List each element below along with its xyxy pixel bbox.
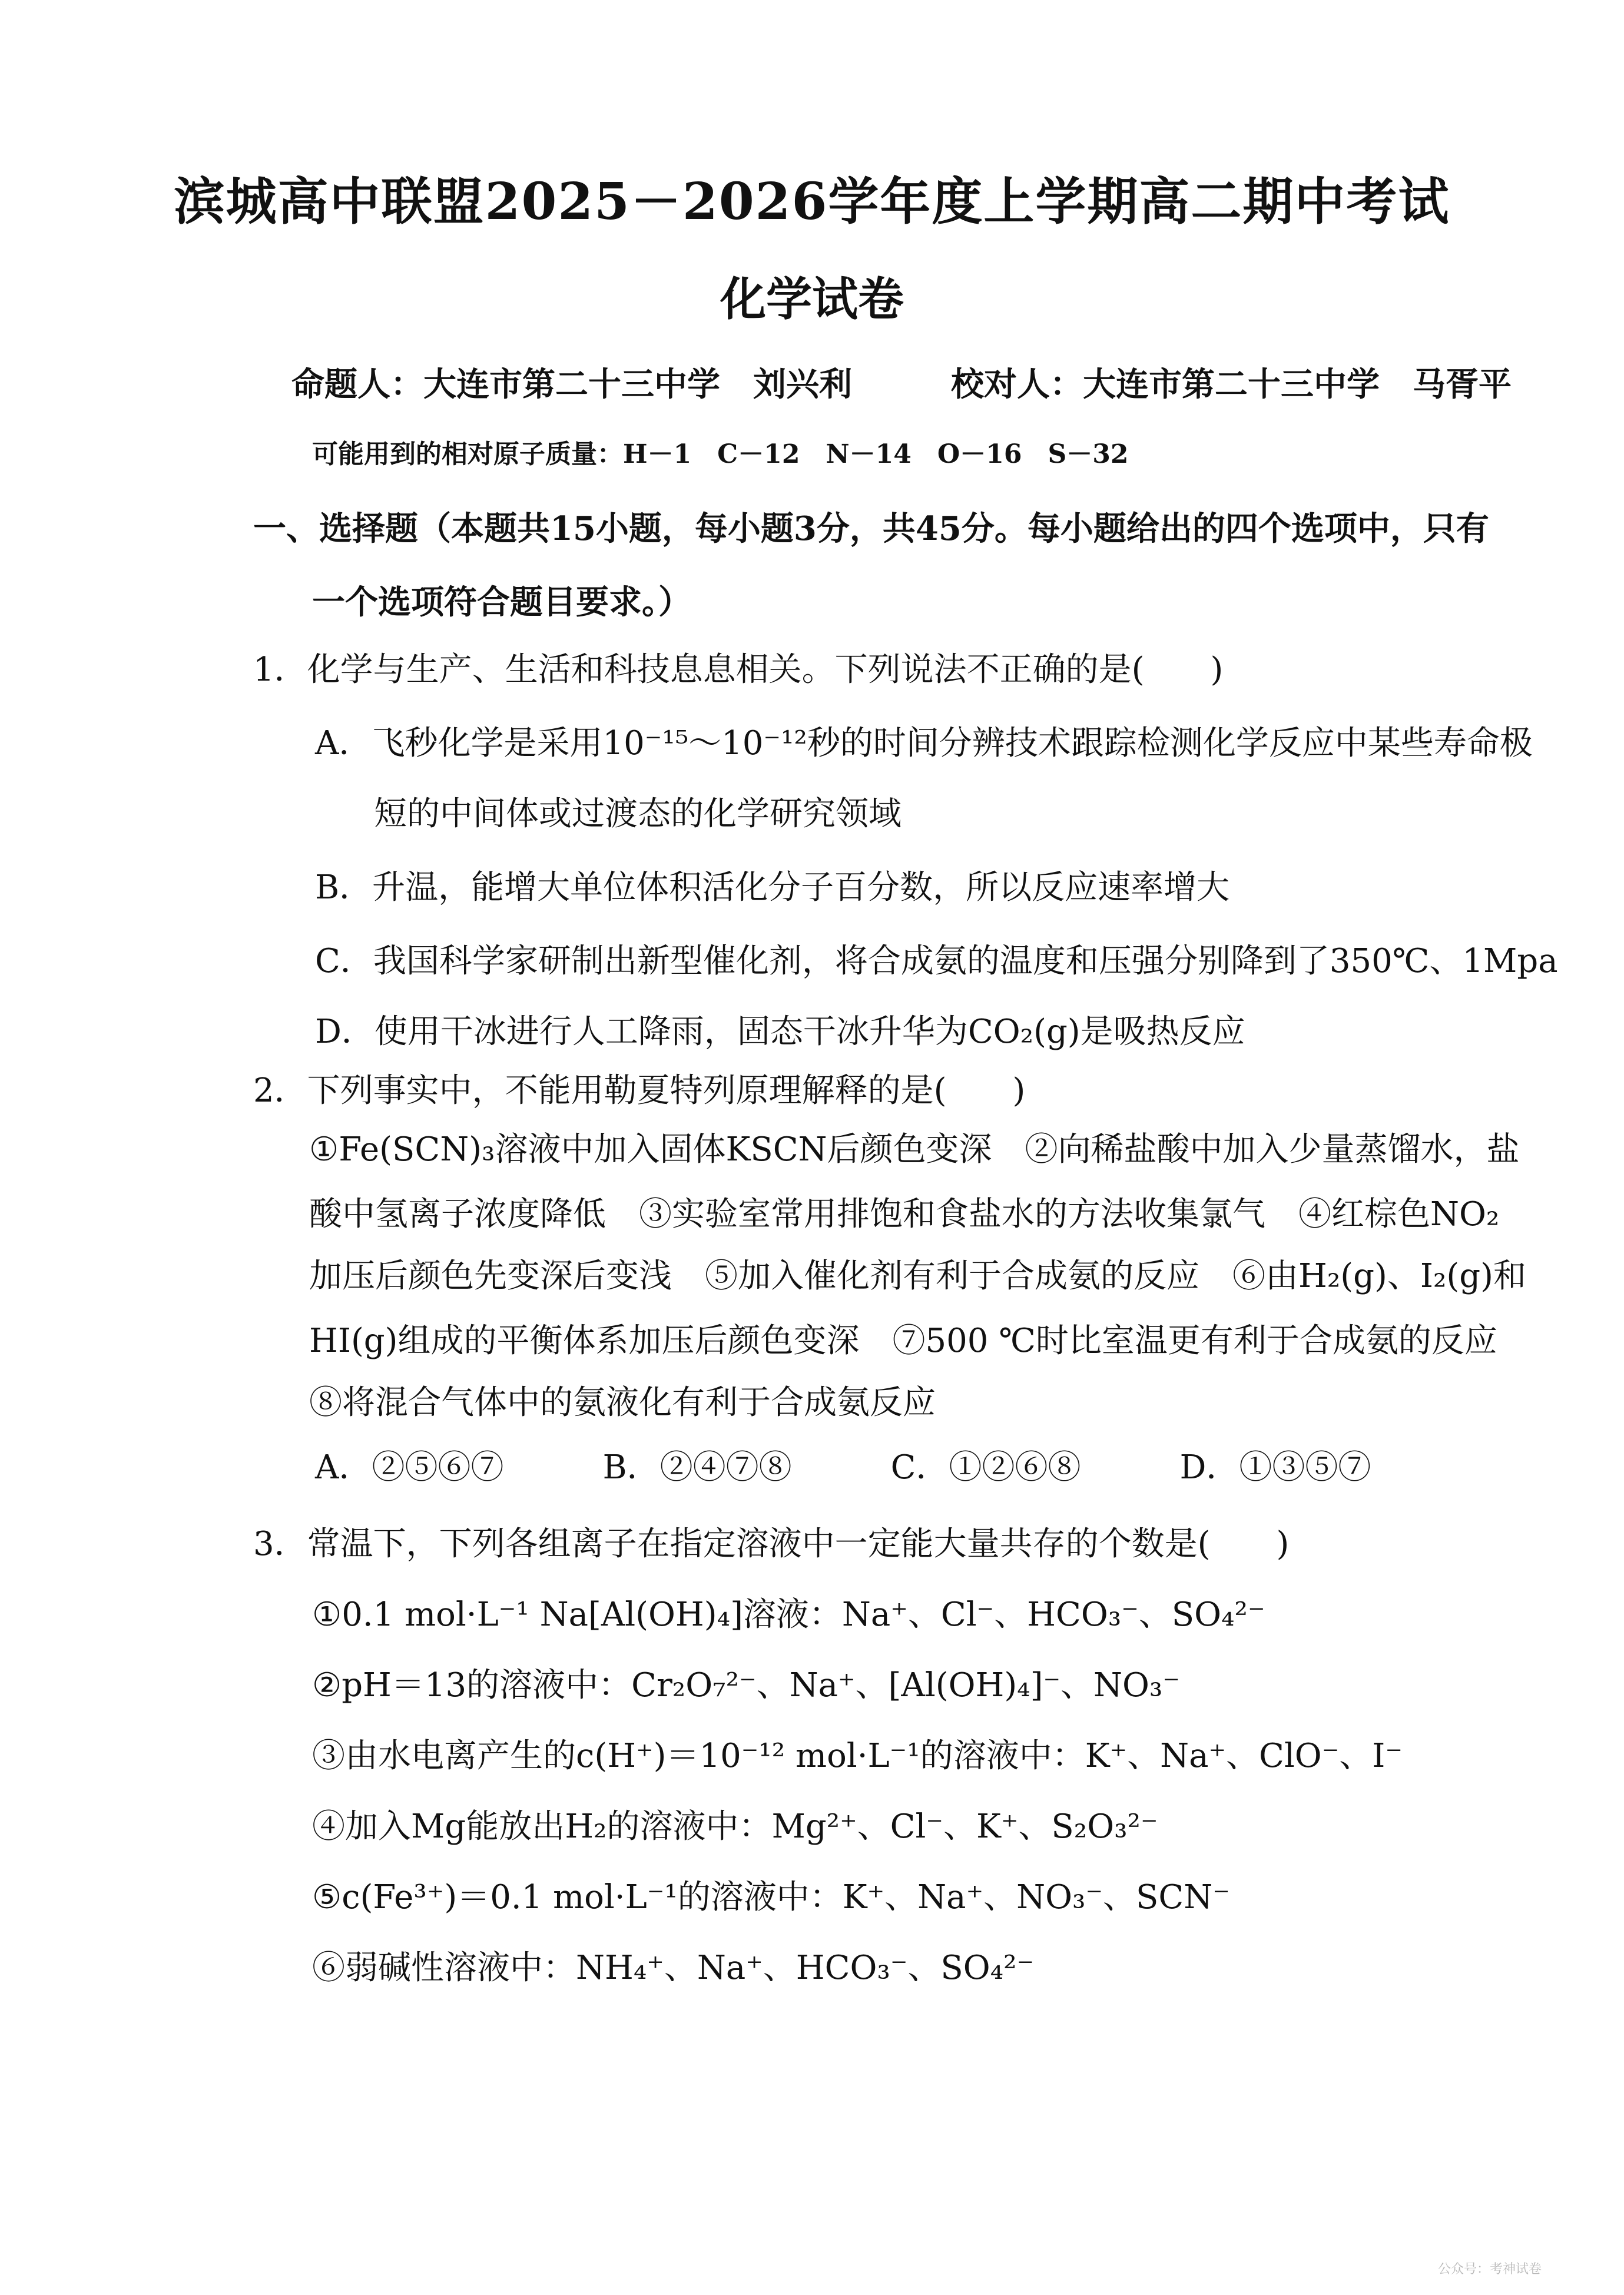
question-1-option-d: D．使用干冰进行人工降雨，固态干冰升华为CO₂(g)是吸热反应	[315, 1013, 1245, 1051]
atomic-masses: 可能用到的相对原子质量：H－1 C－12 N－14 O－16 S－32	[312, 439, 1129, 469]
question-3-item-4: ④加入Mg能放出H₂的溶液中：Mg²⁺、Cl⁻、K⁺、S₂O₃²⁻	[312, 1808, 1158, 1846]
question-1-option-a: A．飞秒化学是采用10⁻¹⁵～10⁻¹²秒的时间分辨技术跟踪检测化学反应中某些寿命极	[315, 724, 1533, 762]
question-3-item-5: ⑤c(Fe³⁺)＝0.1 mol·L⁻¹的溶液中：K⁺、Na⁺、NO₃⁻、SCN⁻	[312, 1878, 1230, 1916]
question-3-item-6: ⑥弱碱性溶液中：NH₄⁺、Na⁺、HCO₃⁻、SO₄²⁻	[312, 1949, 1035, 1987]
question-1-option-a-cont: 短的中间体或过渡态的化学研究领域	[374, 795, 902, 833]
question-1-stem: 1．化学与生产、生活和科技息息相关。下列说法不正确的是( )	[253, 651, 1224, 689]
question-2-line-4: HI(g)组成的平衡体系加压后颜色变深 ⑦500 ℃时比室温更有利于合成氨的反应	[309, 1322, 1497, 1360]
question-1-option-b: B．升温，能增大单位体积活化分子百分数，所以反应速率增大	[315, 868, 1230, 907]
question-1-option-c: C．我国科学家研制出新型催化剂，将合成氨的温度和压强分别降到了350℃、1Mpa	[315, 942, 1558, 980]
question-2-line-1: ①Fe(SCN)₃溶液中加入固体KSCN后颜色变深 ②向稀盐酸中加入少量蒸馏水，盐	[309, 1130, 1520, 1169]
question-3-item-1: ①0.1 mol·L⁻¹ Na[Al(OH)₄]溶液：Na⁺、Cl⁻、HCO₃⁻、SO₄²⁻	[312, 1596, 1265, 1634]
question-2-stem: 2．下列事实中，不能用勒夏特列原理解释的是( )	[253, 1072, 1026, 1110]
author-line: 命题人：大连市第二十三中学 刘兴利 校对人：大连市第二十三中学 马胥平	[291, 365, 1512, 404]
question-3-stem: 3．常温下，下列各组离子在指定溶液中一定能大量共存的个数是( )	[253, 1525, 1290, 1563]
exam-subtitle: 化学试卷	[720, 273, 904, 326]
question-2-line-3: 加压后颜色先变深后变浅 ⑤加入催化剂有利于合成氨的反应 ⑥由H₂(g)、I₂(g)和	[309, 1257, 1526, 1295]
question-2-line-5: ⑧将混合气体中的氨液化有利于合成氨反应	[309, 1384, 936, 1422]
question-2-line-2: 酸中氢离子浓度降低 ③实验室常用排饱和食盐水的方法收集氯气 ④红棕色NO₂	[309, 1195, 1500, 1233]
section-heading-cont: 一个选项符合题目要求。）	[312, 583, 691, 622]
question-3-item-3: ③由水电离产生的c(H⁺)＝10⁻¹² mol·L⁻¹的溶液中：K⁺、Na⁺、ClO⁻、I⁻	[312, 1737, 1403, 1775]
section-heading: 一、选择题（本题共15小题，每小题3分，共45分。每小题给出的四个选项中，只有	[253, 509, 1489, 548]
question-2-options: A．②⑤⑥⑦ B．②④⑦⑧ C．①②⑥⑧ D．①③⑤⑦	[315, 1448, 1371, 1487]
watermark: 公众号：考神试卷	[1437, 2262, 1542, 2277]
question-3-item-2: ②pH＝13的溶液中：Cr₂O₇²⁻、Na⁺、[Al(OH)₄]⁻、NO₃⁻	[312, 1666, 1180, 1704]
exam-title: 滨城高中联盟2025－2026学年度上学期高二期中考试	[174, 172, 1450, 231]
